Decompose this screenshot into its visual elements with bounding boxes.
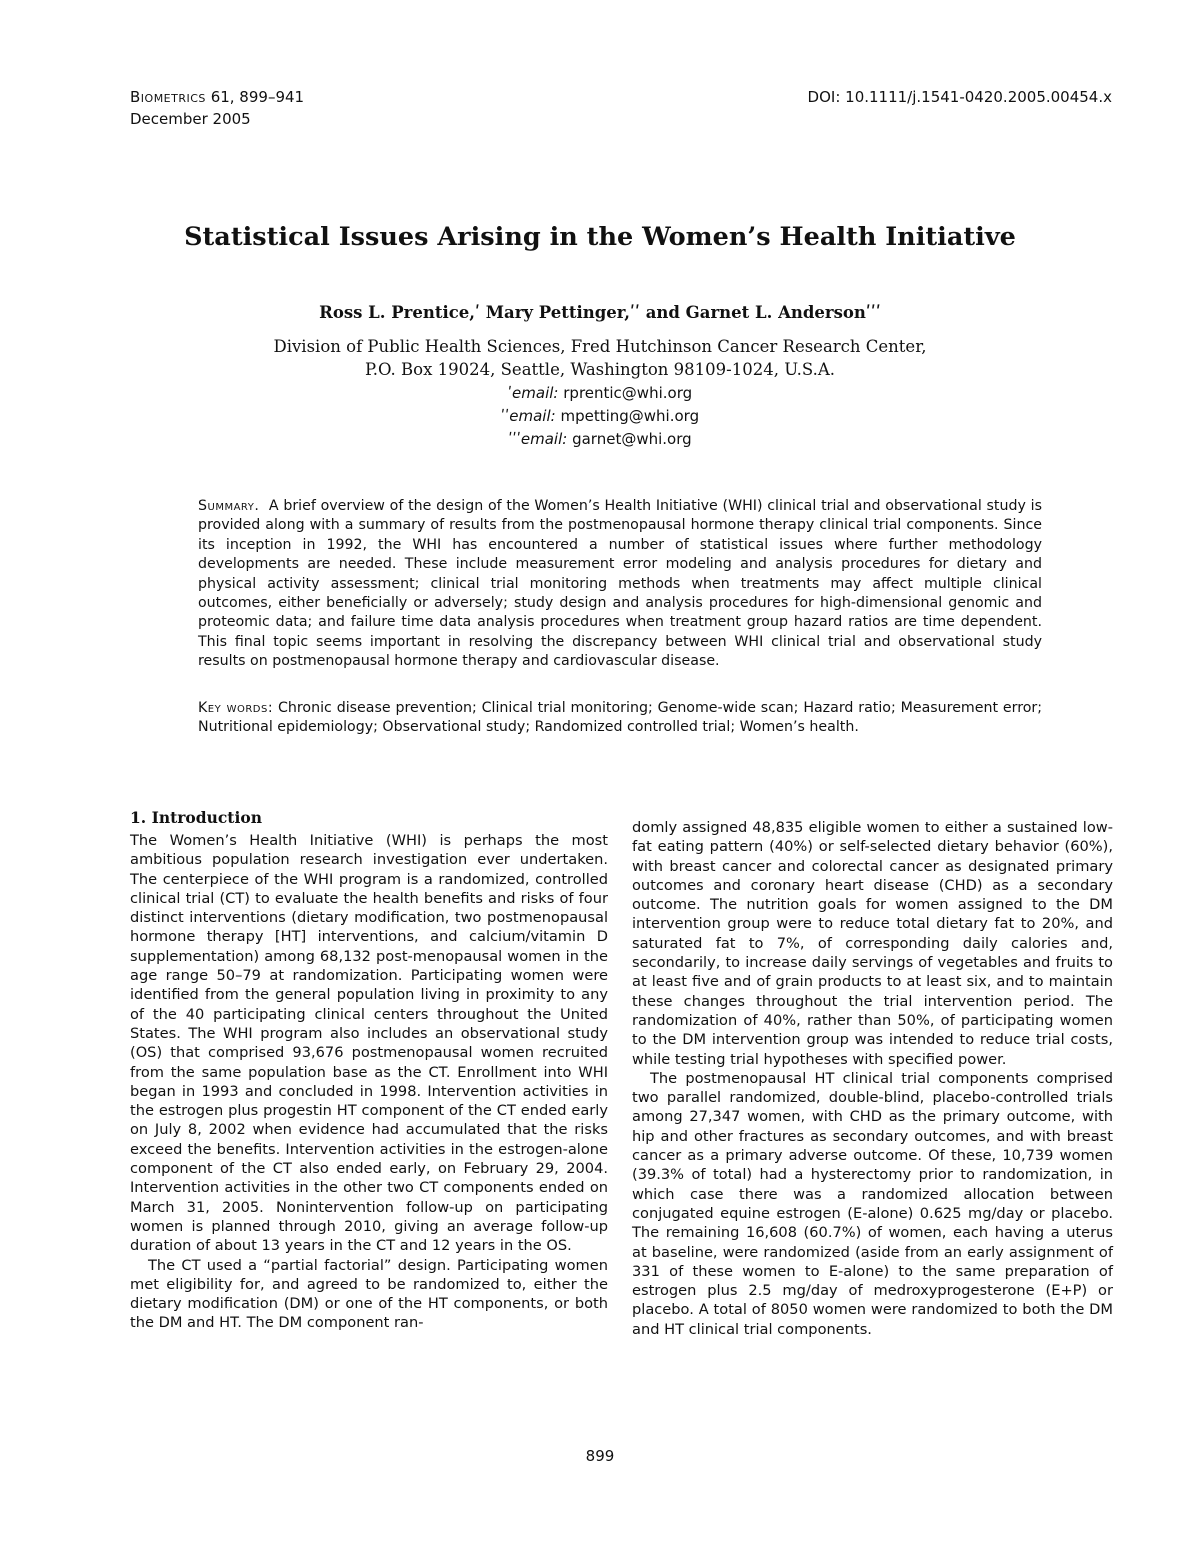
section-heading: 1. Introduction [130, 808, 262, 827]
email-line [0, 407, 1200, 425]
issue-date: December 2005 [130, 110, 251, 128]
email-address[interactable]: mpetting@whi.org [560, 407, 700, 425]
summary-paragraph [198, 497, 1042, 672]
body-paragraph: The CT used a “partial factorial” design. Participating women met eligibility for, and agreed to be randomized to, either the dietary modification (DM) or one of the HT components, or both the DM and HT. The DM component ran- [130, 1256, 608, 1332]
keywords-label: Key words: [198, 700, 274, 716]
footnote-mark: ʹʹ [500, 407, 510, 425]
email-address[interactable]: garnet@whi.org [572, 430, 692, 448]
summary-label: Summary. [198, 498, 260, 514]
email-address[interactable]: rprentic@whi.org [563, 384, 693, 402]
volume-pages: 61, 899–941 [210, 88, 305, 106]
email-line [0, 430, 1200, 448]
footnote-mark: ʹ [507, 384, 513, 402]
left-column [130, 808, 608, 1333]
body-paragraph: The postmenopausal HT clinical trial components comprised two parallel randomized, double-blind, placebo-controlled trials among 27,347 women, with CHD as the primary outcome, with hip and other fractures as secondary outcomes, and with breast cancer as a primary adverse outcome. Of these, 10,739 women (39.3% of total) had a hysterectomy prior to randomization, in which case there was a randomized allocation between conjugated equine estrogen (E-alone) 0.625 mg/day or placebo. The remaining 16,608 (60.7%) of women, each having a uterus at baseline, were randomized (aside from an early assignment of 331 of these women to E-alone) to the same preparation of estrogen plus 2.5 mg/day of medroxyprogesterone (E+P) or placebo. A total of 8050 women were randomized to both the DM and HT clinical trial components. [632, 1069, 1113, 1338]
paper-title: Statistical Issues Arising in the Women’s Health Initiative [184, 222, 1016, 252]
email-label: email: [509, 407, 556, 425]
email-label: email: [512, 384, 559, 402]
doi: DOI: 10.1111/j.1541-0420.2005.00454.x [807, 88, 1112, 106]
page-number: 899 [585, 1447, 615, 1465]
keywords-text: Chronic disease prevention; Clinical trial monitoring; Genome-wide scan; Hazard ratio; Measurement error; Nutritional epidemiology; Observational study; Randomized controlled trial; Women’s health. [198, 700, 1043, 736]
author-list: Ross L. Prentice,ʹ Mary Pettinger,ʹʹ and Garnet L. Andersonʹʹʹ [319, 303, 881, 322]
body-paragraph: The Women’s Health Initiative (WHI) is perhaps the most ambitious population research investigation ever undertaken. The centerpiece of the WHI program is a randomized, controlled clinical trial (CT) to evaluate the health benefits and risks of four distinct interventions (dietary modification, two postmenopausal hormone therapy [HT] interventions, and calcium/vitamin D supplementation) among 68,132 post-menopausal women in the age range 50–79 at randomization. Participating women were identified from the general population living in proximity to any of the 40 participating clinical centers throughout the United States. The WHI program also includes an observational study (OS) that comprised 93,676 postmenopausal women recruited from the same population base as the CT. Enrollment into WHI began in 1993 and concluded in 1998. Intervention activities in the estrogen plus progestin HT component of the CT ended early on July 8, 2002 when evidence had accumulated that the risks exceed the benefits. Intervention activities in the estrogen-alone component of the CT also ended early, on February 29, 2004. Intervention activities in the other two CT components ended on March 31, 2005. Nonintervention follow-up on participating women is planned through 2010, giving an average follow-up duration of about 13 years in the CT and 12 years in the OS. [130, 832, 608, 1255]
summary-text: A brief overview of the design of the Women’s Health Initiative (WHI) clinical trial and observational study is provided along with a summary of results from the postmenopausal hormone therapy clinical trial components. Since its inception in 1992, the WHI has encountered a number of statistical issues where further methodology developments are needed. These include measurement error modeling and analysis procedures for dietary and physical activity assessment; clinical trial monitoring methods when treatments may affect multiple clinical outcomes, either beneficially or adversely; study design and analysis procedures for high-dimensional genomic and proteomic data; and failure time data analysis procedures when treatment group hazard ratios are time dependent. This final topic seems important in resolving the discrepancy between WHI clinical trial and observational study results on postmenopausal hormone therapy and cardiovascular disease. [198, 498, 1042, 670]
footnote-mark: ʹʹʹ [508, 430, 521, 448]
journal-name: Biometrics [130, 88, 206, 106]
body-paragraph: domly assigned 48,835 eligible women to either a sustained low-fat eating pattern (40%) or self-selected dietary behavior (60%), with breast cancer and colorectal cancer as designated primary outcomes and coronary heart disease (CHD) as a secondary outcome. The nutrition goals for women assigned to the DM intervention group were to reduce total dietary fat to 20%, and saturated fat to 7%, of corresponding daily calories and, secondarily, to increase daily servings of vegetables and fruits to at least five and of grain products to at least six, and to maintain these changes throughout the trial intervention period. The randomization of 40%, rather than 50%, of participating women to the DM intervention group was intended to reduce trial costs, while testing trial hypotheses with specified power. [632, 819, 1113, 1068]
running-header-left [130, 86, 304, 130]
affiliation-line-2: P.O. Box 19024, Seattle, Washington 98109-1024, U.S.A. [364, 360, 835, 379]
email-line [0, 384, 1200, 402]
affiliation-line-1: Division of Public Health Sciences, Fred Hutchinson Cancer Research Center, [273, 337, 927, 356]
email-label: email: [520, 430, 568, 448]
right-column [632, 818, 1113, 1339]
keywords-paragraph [198, 699, 1042, 738]
